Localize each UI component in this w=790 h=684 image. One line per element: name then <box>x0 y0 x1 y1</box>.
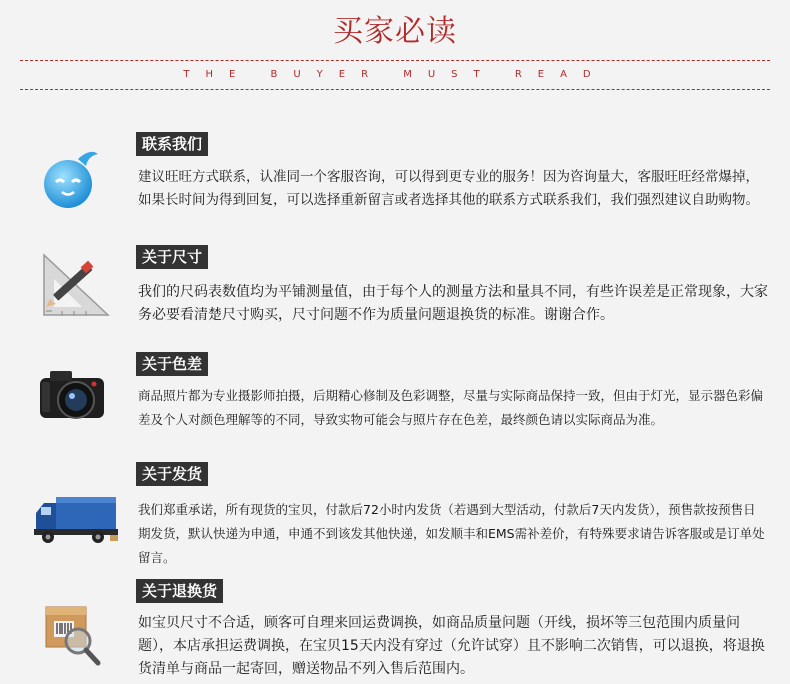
page-title: 买家必读 <box>333 14 457 49</box>
section-body: 我们的尺码表数值均为平铺测量值，由于每个人的测量方法和量具不同，有些许误差是正常现象，大家务必要看清楚尺寸购买，尺寸问题不作为质量问题退换货的标准。谢谢合作。 <box>138 284 768 323</box>
section-heading: 关于发货 <box>136 462 208 486</box>
section-heading: 关于色差 <box>136 352 208 376</box>
section-body: 我们郑重承诺，所有现货的宝贝，付款后72小时内发货（若遇到大型活动，付款后7天内发货），预售款按预售日期发货，默认快递为申通，申通不到该发其他快递，如发顺丰和EMS需补差价，有特殊要求请告诉客服或是订单处留言。 <box>138 502 765 565</box>
divider-top <box>20 60 770 61</box>
section-body: 商品照片都为专业摄影师拍摄，后期精心修制及色彩调整，尽量与实际商品保持一致，但由于灯光，显示器色彩偏差及个人对颜色理解等的不同，导致实物可能会与照片存在色差，最终颜色请以实际商品为准。 <box>138 388 764 427</box>
section-body: 如宝贝尺寸不合适，顾客可自理来回运费调换，如商品质量问题（开线，损坏等三包范围内质量问题），本店承担运费调换，在宝贝15天内没有穿过（允许试穿）且不影响二次销售，可以退换，将退换货清单与商品一起寄回，赠送物品不列入售后范围内。 <box>138 615 765 677</box>
section-heading: 联系我们 <box>136 132 208 156</box>
divider-bottom <box>20 89 770 90</box>
section-body: 建议旺旺方式联系，认准同一个客服咨询，可以得到更专业的服务！因为咨询量大，客服旺旺经常爆掉，如果长时间为得到回复，可以选择重新留言或者选择其他的联系方式联系我们，我们强烈建议自助购物。 <box>138 169 759 208</box>
section-heading: 关于尺寸 <box>136 245 208 269</box>
ruler-pencil-icon <box>32 249 112 319</box>
package-barcode-icon <box>32 599 112 669</box>
camera-icon <box>32 362 112 432</box>
section-heading: 关于退换货 <box>136 579 223 603</box>
delivery-truck-icon <box>32 484 122 554</box>
page-subtitle: THE BUYER MUST READ <box>183 69 607 80</box>
chat-bubble-icon <box>32 142 112 212</box>
